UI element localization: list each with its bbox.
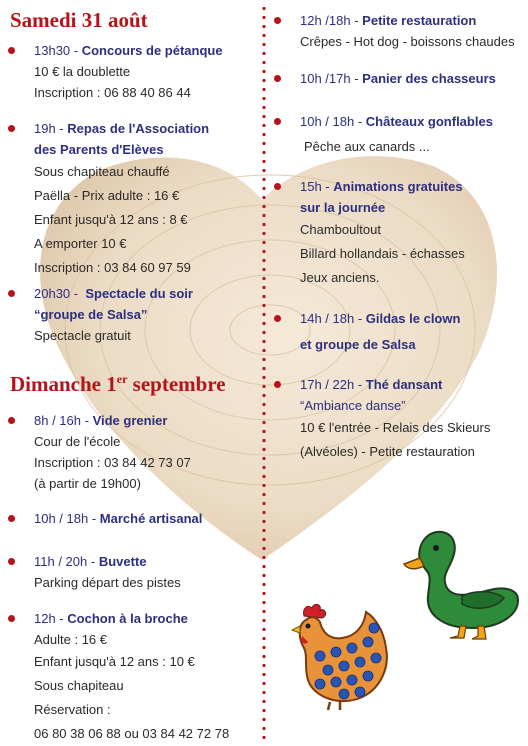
event-name-continued: “groupe de Salsa” bbox=[34, 307, 148, 322]
event-name: Panier des chasseurs bbox=[362, 71, 496, 86]
event-name: Repas de l'Association bbox=[67, 121, 210, 136]
event-detail: Adulte : 16 € bbox=[34, 632, 107, 647]
event-detail: Inscription : 03 84 42 73 07 bbox=[34, 455, 191, 470]
event-detail: Enfant jusqu'à 12 ans : 10 € bbox=[34, 654, 195, 669]
bullet-icon bbox=[274, 118, 281, 125]
event-name: Thé dansant bbox=[365, 377, 443, 392]
list-item bbox=[300, 308, 460, 355]
event-name: Vide grenier bbox=[92, 413, 168, 428]
event-subtitle: “Ambiance danse” bbox=[300, 398, 406, 413]
event-time: 13h30 - bbox=[34, 43, 79, 58]
event-time: 20h30 - bbox=[34, 286, 79, 301]
event-time: 8h / 16h - bbox=[34, 413, 89, 428]
bullet-icon bbox=[8, 558, 15, 565]
bullet-icon bbox=[274, 381, 281, 388]
event-detail: Inscription : 06 88 40 86 44 bbox=[34, 85, 191, 100]
sunday-title-end: septembre bbox=[127, 372, 226, 396]
event-detail: Cour de l'école bbox=[34, 434, 121, 449]
event-detail: Paëlla - Prix adulte : 16 € bbox=[34, 188, 180, 203]
event-detail: Parking départ des pistes bbox=[34, 575, 181, 590]
bullet-icon bbox=[274, 183, 281, 190]
event-name: Concours de pétanque bbox=[81, 43, 223, 58]
list-item bbox=[300, 176, 465, 290]
bullet-icon bbox=[274, 75, 281, 82]
event-detail: Jeux anciens. bbox=[300, 270, 380, 285]
event-detail: Billard hollandais - échasses bbox=[300, 246, 465, 261]
dotted-divider bbox=[262, 4, 266, 739]
event-time: 10h / 18h - bbox=[34, 511, 97, 526]
bullet-icon bbox=[8, 515, 15, 522]
event-time: 12h - bbox=[34, 611, 64, 626]
event-name: Buvette bbox=[98, 554, 147, 569]
bullet-icon bbox=[8, 615, 15, 622]
list-item bbox=[34, 118, 209, 280]
event-name: Spectacle du soir bbox=[85, 286, 193, 301]
event-name: Petite restauration bbox=[362, 13, 477, 28]
event-time: 17h / 22h - bbox=[300, 377, 363, 392]
bullet-icon bbox=[8, 417, 15, 424]
event-time: 10h / 18h - bbox=[300, 114, 363, 129]
event-name: Animations gratuites bbox=[333, 179, 463, 194]
sunday-title-main: Dimanche 1 bbox=[10, 372, 117, 396]
saturday-title: Samedi 31 août bbox=[10, 8, 148, 32]
event-detail: Réservation : bbox=[34, 702, 111, 717]
event-detail: 06 80 38 06 88 ou 03 84 42 72 78 bbox=[34, 726, 230, 741]
event-detail: Chamboultout bbox=[300, 222, 381, 237]
event-time: 19h - bbox=[34, 121, 64, 136]
list-item bbox=[34, 40, 223, 103]
event-time: 10h /17h - bbox=[300, 71, 359, 86]
sunday-title-sup: er bbox=[116, 372, 128, 386]
event-name: Cochon à la broche bbox=[67, 611, 188, 626]
list-item bbox=[34, 508, 202, 529]
bullet-icon bbox=[274, 315, 281, 322]
event-detail: (à partir de 19h00) bbox=[34, 476, 141, 491]
bullet-icon bbox=[274, 17, 281, 24]
event-detail: Pêche aux canards ... bbox=[304, 139, 430, 154]
hen-icon bbox=[290, 602, 396, 712]
event-name-continued: sur la journée bbox=[300, 200, 386, 215]
event-detail: Sous chapiteau bbox=[34, 678, 124, 693]
event-time: 15h - bbox=[300, 179, 330, 194]
list-item bbox=[300, 111, 493, 157]
bullet-icon bbox=[8, 290, 15, 297]
list-item bbox=[300, 374, 490, 464]
event-detail: Inscription : 03 84 60 97 59 bbox=[34, 260, 191, 275]
list-item bbox=[34, 551, 181, 593]
event-time: 14h / 18h - bbox=[300, 311, 363, 326]
list-item bbox=[34, 608, 229, 746]
bullet-icon bbox=[8, 47, 15, 54]
event-detail: 10 € l'entrée - Relais des Skieurs bbox=[300, 420, 491, 435]
bullet-icon bbox=[8, 125, 15, 132]
list-item bbox=[300, 10, 515, 52]
event-time: 11h / 20h - bbox=[34, 554, 96, 569]
event-detail: Spectacle gratuit bbox=[34, 328, 131, 343]
event-name: Châteaux gonflables bbox=[365, 114, 493, 129]
event-name-continued: et groupe de Salsa bbox=[300, 337, 416, 352]
event-name: Marché artisanal bbox=[99, 511, 203, 526]
event-name-continued: des Parents d'Elèves bbox=[34, 142, 164, 157]
event-detail: A emporter 10 € bbox=[34, 236, 127, 251]
event-detail: (Alvéoles) - Petite restauration bbox=[300, 444, 475, 459]
list-item bbox=[300, 68, 496, 89]
event-time: 12h /18h - bbox=[300, 13, 359, 28]
sunday-title bbox=[10, 372, 226, 397]
event-detail: Sous chapiteau chauffé bbox=[34, 164, 170, 179]
event-name: Gildas le clown bbox=[365, 311, 461, 326]
event-detail: Crêpes - Hot dog - boissons chaudes bbox=[300, 34, 515, 49]
list-item bbox=[34, 410, 191, 494]
event-detail: Enfant jusqu'à 12 ans : 8 € bbox=[34, 212, 188, 227]
list-item bbox=[34, 283, 193, 346]
duck-icon bbox=[402, 524, 522, 642]
event-detail: 10 € la doublette bbox=[34, 64, 131, 79]
